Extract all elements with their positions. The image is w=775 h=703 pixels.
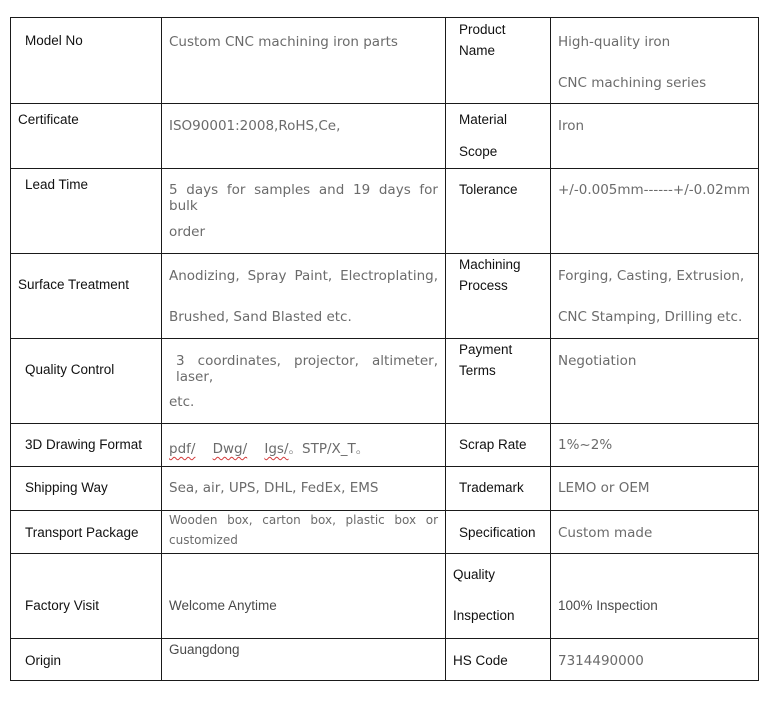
surface-treatment-value-line1: Anodizing, Spray Paint, Electroplating, xyxy=(169,268,438,284)
origin-label: Origin xyxy=(25,653,62,668)
table-row xyxy=(11,169,759,254)
quality-control-label: Quality Control xyxy=(25,362,115,377)
model-no-value: Custom CNC machining iron parts xyxy=(169,34,398,50)
material-scope-label-cell xyxy=(446,104,551,169)
payment-terms-label-line1: Payment xyxy=(459,342,513,357)
trademark-label: Trademark xyxy=(459,480,524,495)
material-scope-value: Iron xyxy=(558,118,585,134)
payment-terms-value: Negotiation xyxy=(558,353,637,369)
tolerance-value: +/-0.005mm------+/-0.02mm xyxy=(558,182,750,198)
surface-treatment-label-cell xyxy=(11,254,162,339)
scrap-rate-label-cell xyxy=(446,424,551,467)
machining-process-value-cell xyxy=(551,254,759,339)
drawing-format-dwg: Dwg/ xyxy=(212,441,248,457)
transport-package-value-line1: Wooden box, carton box, plastic box or xyxy=(169,513,438,527)
table-row xyxy=(11,424,759,467)
scrap-rate-label: Scrap Rate xyxy=(459,437,527,452)
drawing-format-pdf: pdf/ xyxy=(169,441,196,457)
quality-control-value-cell xyxy=(162,339,446,424)
drawing-format-value-cell xyxy=(162,424,446,467)
drawing-format-label: 3D Drawing Format xyxy=(25,437,143,452)
quality-inspection-label-cell xyxy=(446,554,551,639)
factory-visit-value-cell xyxy=(162,554,446,639)
shipping-way-value-cell xyxy=(162,467,446,511)
machining-process-label-line1: Machining xyxy=(459,257,521,272)
hs-code-value-cell xyxy=(551,639,759,681)
transport-package-label-cell xyxy=(11,511,162,554)
scrap-rate-value-cell xyxy=(551,424,759,467)
quality-control-value-line1: 3 coordinates, projector, altimeter, laser, xyxy=(176,353,438,385)
tolerance-label-cell xyxy=(446,169,551,254)
surface-treatment-value-line2: Brushed, Sand Blasted etc. xyxy=(169,309,352,325)
table-row xyxy=(11,18,759,104)
lead-time-value-line1: 5 days for samples and 19 days for bulk xyxy=(169,182,438,214)
hs-code-label-cell xyxy=(446,639,551,681)
model-no-label: Model No xyxy=(25,33,83,48)
trademark-value-cell xyxy=(551,467,759,511)
scrap-rate-value: 1%~2% xyxy=(558,437,613,453)
quality-inspection-value: 100% Inspection xyxy=(558,598,658,613)
specification-value-cell xyxy=(551,511,759,554)
quality-control-label-cell xyxy=(11,339,162,424)
model-no-value-cell xyxy=(162,18,446,104)
material-scope-value-cell xyxy=(551,104,759,169)
tolerance-label: Tolerance xyxy=(459,182,518,197)
drawing-format-igs: Igs/ xyxy=(264,441,289,457)
table-row xyxy=(11,104,759,169)
product-name-label-cell xyxy=(446,18,551,104)
trademark-value: LEMO or OEM xyxy=(558,480,650,496)
table-row xyxy=(11,639,759,681)
lead-time-label-cell xyxy=(11,169,162,254)
tolerance-value-cell xyxy=(551,169,759,254)
quality-inspection-label-line2: Inspection xyxy=(453,608,515,623)
machining-process-label-line2: Process xyxy=(459,278,508,293)
lead-time-value-line2: order xyxy=(169,224,205,240)
table-row xyxy=(11,554,759,639)
lead-time-value-cell xyxy=(162,169,446,254)
drawing-format-label-cell xyxy=(11,424,162,467)
table-row xyxy=(11,511,759,554)
product-name-label-line1: Product xyxy=(459,22,506,37)
machining-process-value-line1: Forging, Casting, Extrusion, xyxy=(558,268,745,284)
table-row xyxy=(11,339,759,424)
drawing-format-value xyxy=(169,437,369,457)
payment-terms-value-cell xyxy=(551,339,759,424)
product-spec-table xyxy=(10,17,759,681)
specification-label-cell xyxy=(446,511,551,554)
origin-value-cell xyxy=(162,639,446,681)
specification-value: Custom made xyxy=(558,525,653,541)
factory-visit-label: Factory Visit xyxy=(25,598,100,613)
model-no-label-cell xyxy=(11,18,162,104)
surface-treatment-value-cell xyxy=(162,254,446,339)
transport-package-label: Transport Package xyxy=(25,525,139,540)
material-scope-label-line2: Scope xyxy=(459,144,498,159)
transport-package-value-line2: customized xyxy=(169,533,238,547)
surface-treatment-label: Surface Treatment xyxy=(18,277,130,292)
table-row xyxy=(11,467,759,511)
product-name-value-line1: High-quality iron xyxy=(558,34,671,50)
shipping-way-label: Shipping Way xyxy=(25,480,108,495)
origin-value: Guangdong xyxy=(169,642,240,657)
origin-label-cell xyxy=(11,639,162,681)
quality-inspection-label-line1: Quality xyxy=(453,567,496,582)
specification-label: Specification xyxy=(459,525,536,540)
table-row xyxy=(11,254,759,339)
factory-visit-label-cell xyxy=(11,554,162,639)
quality-inspection-value-cell xyxy=(551,554,759,639)
machining-process-value-line2: CNC Stamping, Drilling etc. xyxy=(558,309,743,325)
certificate-label: Certificate xyxy=(18,112,79,127)
certificate-value: ISO90001:2008,RoHS,Ce, xyxy=(169,118,341,134)
payment-terms-label-cell xyxy=(446,339,551,424)
material-scope-label-line1: Material xyxy=(459,112,508,127)
product-name-value-line2: CNC machining series xyxy=(558,75,707,91)
payment-terms-label-line2: Terms xyxy=(459,363,496,378)
certificate-label-cell xyxy=(11,104,162,169)
hs-code-label: HS Code xyxy=(453,653,508,668)
shipping-way-label-cell xyxy=(11,467,162,511)
drawing-format-stp: 。STP/X_T。 xyxy=(288,441,370,457)
shipping-way-value: Sea, air, UPS, DHL, FedEx, EMS xyxy=(169,480,379,496)
factory-visit-value: Welcome Anytime xyxy=(169,598,277,613)
lead-time-label: Lead Time xyxy=(25,177,89,192)
quality-control-value-line2: etc. xyxy=(169,394,195,410)
product-name-value-cell xyxy=(551,18,759,104)
certificate-value-cell xyxy=(162,104,446,169)
transport-package-value-cell xyxy=(162,511,446,554)
hs-code-value: 7314490000 xyxy=(558,653,644,669)
machining-process-label-cell xyxy=(446,254,551,339)
product-name-label-line2: Name xyxy=(459,43,496,58)
trademark-label-cell xyxy=(446,467,551,511)
